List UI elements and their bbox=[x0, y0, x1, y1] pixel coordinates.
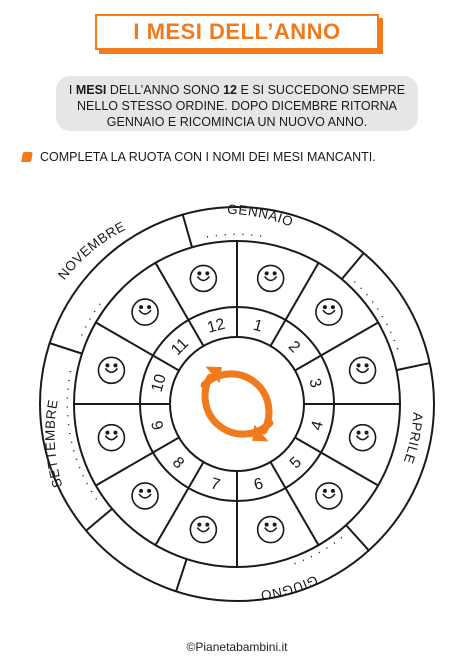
month-number-10: 10 bbox=[148, 372, 170, 394]
copyright-footer: ©Pianetabambini.it bbox=[186, 640, 288, 654]
month-band-divider bbox=[183, 215, 192, 248]
month-number-9: 9 bbox=[146, 419, 166, 433]
month-wheel bbox=[20, 178, 454, 618]
month-number-6: 6 bbox=[252, 475, 266, 495]
month-number-3: 3 bbox=[305, 376, 325, 390]
sector-divider bbox=[295, 438, 378, 486]
bee-flowers-icon bbox=[316, 483, 342, 509]
santa-icon bbox=[190, 265, 216, 291]
month-band-divider bbox=[346, 525, 369, 550]
heart-icon bbox=[316, 299, 342, 325]
month-number-2: 2 bbox=[284, 337, 304, 357]
title-box bbox=[95, 14, 379, 50]
month-number-4: 4 bbox=[308, 419, 328, 433]
month-label-gennaio: GENNAIO bbox=[226, 201, 296, 230]
month-label-settembre: SETTEMBRE bbox=[42, 398, 66, 490]
month-number-12: 12 bbox=[205, 315, 227, 337]
witch-icon bbox=[132, 299, 158, 325]
month-number-8: 8 bbox=[168, 453, 188, 473]
month-band-divider bbox=[396, 363, 429, 370]
intro-text-1: I bbox=[68, 83, 76, 97]
books-icon bbox=[98, 425, 124, 451]
month-band-divider bbox=[176, 559, 187, 591]
pumpkin-icon bbox=[98, 357, 124, 383]
instruction bbox=[22, 150, 376, 164]
wheel-ring-4 bbox=[170, 337, 304, 471]
bullet-icon bbox=[21, 152, 33, 162]
month-band-divider bbox=[342, 253, 364, 279]
month-band-divider bbox=[50, 343, 82, 354]
sector-divider bbox=[96, 323, 179, 371]
intro-bold-mesi: MESI bbox=[75, 83, 107, 97]
intro-box bbox=[56, 76, 418, 131]
month-number-7: 7 bbox=[208, 475, 222, 495]
intro-bold-12: 12 bbox=[223, 83, 238, 97]
ice-cream-icon bbox=[258, 517, 284, 543]
month-number-1: 1 bbox=[251, 316, 265, 336]
intro-text-2: DELL’ANNO SONO bbox=[106, 83, 224, 97]
month-number-5: 5 bbox=[286, 453, 306, 473]
month-band-divider bbox=[86, 509, 112, 531]
sunglasses-icon bbox=[190, 517, 216, 543]
instruction-text: COMPLETA LA RUOTA CON I NOMI DEI MESI MANCANTI. bbox=[40, 150, 376, 164]
sector-divider bbox=[156, 263, 204, 346]
sector-divider bbox=[271, 462, 319, 545]
flower-icon bbox=[350, 357, 376, 383]
party-hat-icon bbox=[258, 265, 284, 291]
refresh-cycle-icon bbox=[204, 359, 270, 449]
swimmer-icon bbox=[132, 483, 158, 509]
umbrella-icon bbox=[350, 425, 376, 451]
sector-divider bbox=[96, 438, 179, 486]
sector-divider bbox=[156, 462, 204, 545]
page-title: I MESI DELL’ANNO bbox=[133, 19, 341, 44]
month-label-novembre: NOVEMBRE bbox=[54, 218, 128, 283]
sector-divider bbox=[271, 263, 319, 346]
sector-divider bbox=[295, 323, 378, 371]
intro-text-3: E SI SUCCEDONO SEMPRE NELLO STESSO ORDINE. DOPO DICEMBRE RITORNA GENNAIO E RICOMINCIA UN NUOVO ANNO. bbox=[77, 83, 406, 129]
month-label-giugno: GIUGNO bbox=[259, 572, 321, 604]
month-number-11: 11 bbox=[168, 335, 192, 359]
month-label-aprile: APRILE bbox=[400, 411, 426, 466]
